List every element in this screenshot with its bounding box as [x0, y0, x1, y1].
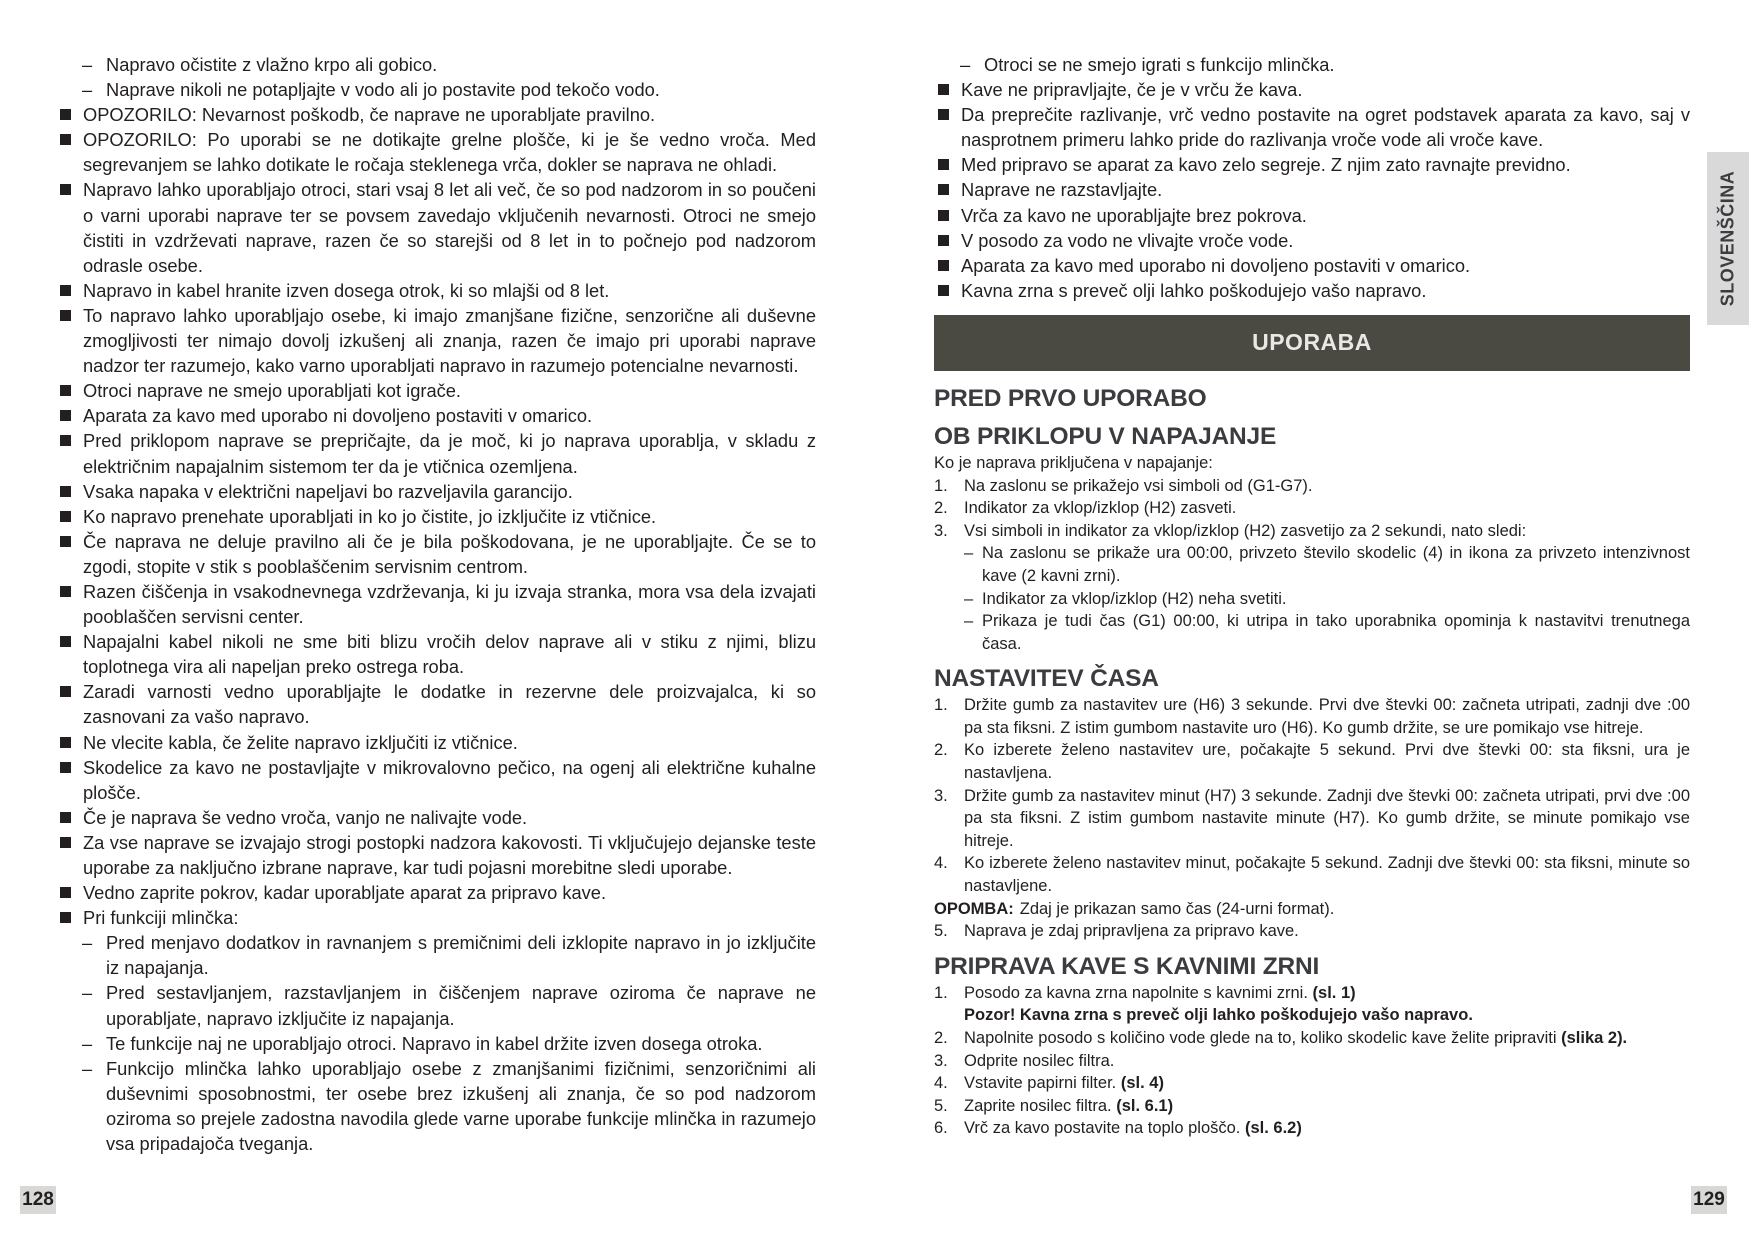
left-safety-list	[56, 52, 816, 1156]
list-item: Pred priklopom naprave se prepričajte, da je moč, ki jo naprava uporablja, v skladu z električnim napajalnim sistemom ter da je vtičnica ozemljena.	[56, 428, 816, 478]
list-item: Vsaka napaka v električni napeljavi bo razveljavila garancijo.	[56, 479, 816, 504]
list-item: – Prikaza je tudi čas (G1) 00:00, ki utripa in tako uporabnika opominja k nastavitvi trenutnega časa.	[934, 610, 1690, 655]
bean-steps	[934, 982, 1690, 1140]
list-item: – Te funkcije naj ne uporabljajo otroci. Napravo in kabel držite izven dosega otroka.	[56, 1031, 816, 1056]
section-banner: UPORABA	[934, 315, 1690, 371]
list-item: Aparata za kavo med uporabo ni dovoljeno postaviti v omarico.	[934, 253, 1690, 278]
heading-first-use: PRED PRVO UPORABO	[934, 384, 1207, 412]
note	[934, 898, 1690, 921]
list-item: 4. Ko izberete želeno nastavitev minut, počakajte 5 sekund. Zadnji dve števki 00: sta fiksni, minute so nastavljene.	[934, 854, 1690, 896]
list-item: 2. Napolnite posodo s količino vode glede na to, koliko skodelic kave želite pripraviti (slika 2).	[934, 1029, 1628, 1047]
list-item: 4. Vstavite papirni filter. (sl. 4)	[934, 1074, 1164, 1093]
list-item: Razen čiščenja in vsakodnevnega vzdrževanja, ki ju izvaja stranka, mora vsa dela izvajati pooblaščen servisni center.	[56, 579, 816, 629]
list-item: Vedno zaprite pokrov, kadar uporabljate aparat za pripravo kave.	[56, 880, 816, 905]
list-item: To napravo lahko uporabljajo osebe, ki imajo zmanjšane fizične, senzorične ali duševne zmogljivosti ter nimajo dovolj izkušenj ali znanja, razen če imajo pri uporabi naprave nadzor ter razumejo, kako varno uporabljati napravo in razumejo potencialne nevarnosti.	[56, 303, 816, 378]
list-item: Kavna zrna s preveč olji lahko poškodujejo vašo napravo.	[934, 278, 1690, 303]
list-item: 2. Ko izberete želeno nastavitev ure, počakajte 5 sekund. Prvi dve števki 00: sta fiksni, ura je nastavljena.	[934, 741, 1690, 783]
list-item: Napravo in kabel hranite izven dosega otrok, ki so mlajši od 8 let.	[56, 278, 816, 303]
list-item: 3. Držite gumb za nastavitev minut (H7) 3 sekunde. Zadnji dve števki 00: začneta utripati, prvi dve :00 pa sta fiksni. Z istim gumbom nastavite minute (H7). Ko gumb držite, se minute pomikajo vse hitreje.	[934, 786, 1690, 850]
list-item: Kave ne pripravljajte, če je v vrču že kava.	[934, 77, 1690, 102]
list-item: Med pripravo se aparat za kavo zelo segreje. Z njim zato ravnajte previdno.	[934, 152, 1690, 177]
list-item: Aparata za kavo med uporabo ni dovoljeno postaviti v omarico.	[56, 403, 816, 428]
time-steps	[934, 694, 1690, 897]
list-item: Napajalni kabel nikoli ne sme biti blizu vročih delov naprave ali v stiku z njimi, blizu toplotnega vira ali napeljan preko ostrega roba.	[56, 629, 816, 679]
list-item: Ko napravo prenehate uporabljati in ko jo čistite, jo izključite iz vtičnice.	[56, 504, 816, 529]
list-item: 1. Posodo za kavna zrna napolnite s kavnimi zrni. (sl. 1)	[934, 983, 1356, 1002]
right-page	[934, 52, 1690, 1140]
heading-beans: PRIPRAVA KAVE S KAVNIMI ZRNI	[934, 952, 1320, 980]
list-item: – Funkcijo mlinčka lahko uporabljajo osebe z zmanjšanimi fizičnimi, senzoričnimi ali duševnimi sposobnostmi, ter osebe brez izkušenj ali znanja, če so pod nadzorom oziroma so prejele zadostna navodila glede varne uporabe funkcije mlinčka in razumejo vsa pripadajoča tveganja.	[56, 1056, 816, 1156]
page-number-right: 129	[1691, 1186, 1727, 1214]
list-item: – Pred menjavo dodatkov in ravnanjem s premičnimi deli izklopite napravo in jo izključite iz napajanja.	[56, 930, 816, 980]
list-item: Če je naprava še vedno vroča, vanjo ne nalivajte vode.	[56, 805, 816, 830]
list-item: Zaradi varnosti vedno uporabljajte le dodatke in rezervne dele proizvajalca, ki so zasnovani za vašo napravo.	[56, 679, 816, 729]
list-item: OPOZORILO: Nevarnost poškodb, če naprave ne uporabljate pravilno.	[56, 102, 816, 127]
list-item: Napravo lahko uporabljajo otroci, stari vsaj 8 let ali več, če so pod nadzorom in so poučeni o varni uporabi naprave ter se povsem zavedajo vključenih nevarnosti. Otroci ne smejo čistiti in vzdrževati naprave, razen če so starejši od 8 let in to počnejo pod nadzorom odrasle osebe.	[56, 177, 816, 277]
list-item: 1. Na zaslonu se prikažejo vsi simboli od (G1-G7).	[934, 476, 1313, 495]
list-item: Vrča za kavo ne uporabljajte brez pokrova.	[934, 203, 1690, 228]
time-step-5	[934, 920, 1690, 943]
list-item: 5. Naprava je zdaj pripravljena za pripravo kave.	[934, 922, 1299, 941]
list-item: – Napravo očistite z vlažno krpo ali gobico.	[56, 52, 816, 77]
list-item: Ne vlecite kabla, če želite napravo izključiti iz vtičnice.	[56, 730, 816, 755]
list-item: Otroci naprave ne smejo uporabljati kot igrače.	[56, 378, 816, 403]
language-tab-label: SLOVENŠČINA	[1717, 170, 1738, 307]
list-item: 3. Odprite nosilec filtra.	[934, 1051, 1115, 1070]
power-steps	[934, 475, 1690, 656]
heading-power: OB PRIKLOPU V NAPAJANJE	[934, 422, 1277, 450]
list-item: V posodo za vodo ne vlivajte vroče vode.	[934, 228, 1690, 253]
language-tab	[1707, 152, 1749, 325]
list-item: – Otroci se ne smejo igrati s funkcijo mlinčka.	[934, 52, 1690, 77]
list-item: Skodelice za kavo ne postavljajte v mikrovalovno pečico, na ogenj ali električne kuhalne plošče.	[56, 755, 816, 805]
note-text: Zdaj je prikazan samo čas (24-urni format).	[1019, 899, 1335, 918]
list-item: 2. Indikator za vklop/izklop (H2) zasveti.	[934, 499, 1237, 518]
heading-time: NASTAVITEV ČASA	[934, 665, 1159, 693]
list-item: Da preprečite razlivanje, vrč vedno postavite na ogret podstavek aparata za kavo, saj v nasprotnem primeru lahko pride do razlivanja vroče vode ali vroče kave.	[934, 102, 1690, 152]
left-page	[56, 52, 816, 1156]
list-item: – Na zaslonu se prikaže ura 00:00, privzeto število skodelic (4) in ikona za privzeto intenzivnost kave (2 kavni zrni).	[934, 542, 1690, 587]
power-intro: Ko je naprava priključena v napajanje:	[934, 453, 1213, 472]
list-item: 5. Zaprite nosilec filtra. (sl. 6.1)	[934, 1096, 1174, 1115]
list-item: 6. Vrč za kavo postavite na toplo ploščo. (sl. 6.2)	[934, 1119, 1302, 1138]
list-item: OPOZORILO: Po uporabi se ne dotikajte grelne plošče, ki je še vedno vroča. Med segrevanjem se lahko dotikate le ročaja steklenega vrča, dokler se naprava ne ohladi.	[56, 127, 816, 177]
list-item: 1. Držite gumb za nastavitev ure (H6) 3 sekunde. Prvi dve števki 00: začneta utripati, zadnji dve :00 pa sta fiksni. Z istim gumbom nastavite uro (H6). Ko gumb držite, se ure pomikajo vse hitreje.	[934, 696, 1690, 737]
list-item: Naprave ne razstavljajte.	[934, 177, 1690, 202]
list-item: 3. Vsi simboli in indikator za vklop/izklop (H2) zasvetijo za 2 sekundi, nato sledi:	[934, 521, 1527, 540]
note-label: OPOMBA:	[934, 899, 1014, 918]
list-item: Za vse naprave se izvajajo strogi postopki nadzora kakovosti. Ti vključujejo dejanske teste uporabe za naključno izbrane naprave, kar tudi pojasni morebitne sledi uporabe.	[56, 830, 816, 880]
right-safety-list	[934, 52, 1690, 303]
list-item: Pozor! Kavna zrna s preveč olji lahko poškodujejo vašo napravo.	[964, 1006, 1473, 1025]
list-item: Pri funkciji mlinčka:	[56, 905, 816, 930]
list-item: Če naprava ne deluje pravilno ali če je bila poškodovana, je ne uporabljajte. Če se to zgodi, stopite v stik s pooblaščenim servisnim centrom.	[56, 529, 816, 579]
list-item: – Pred sestavljanjem, razstavljanjem in čiščenjem naprave oziroma če naprave ne uporabljate, napravo izključite iz napajanja.	[56, 980, 816, 1030]
list-item: – Naprave nikoli ne potapljajte v vodo ali jo postavite pod tekočo vodo.	[56, 77, 816, 102]
list-item: – Indikator za vklop/izklop (H2) neha svetiti.	[934, 588, 1690, 611]
page-number-left: 128	[20, 1186, 56, 1214]
